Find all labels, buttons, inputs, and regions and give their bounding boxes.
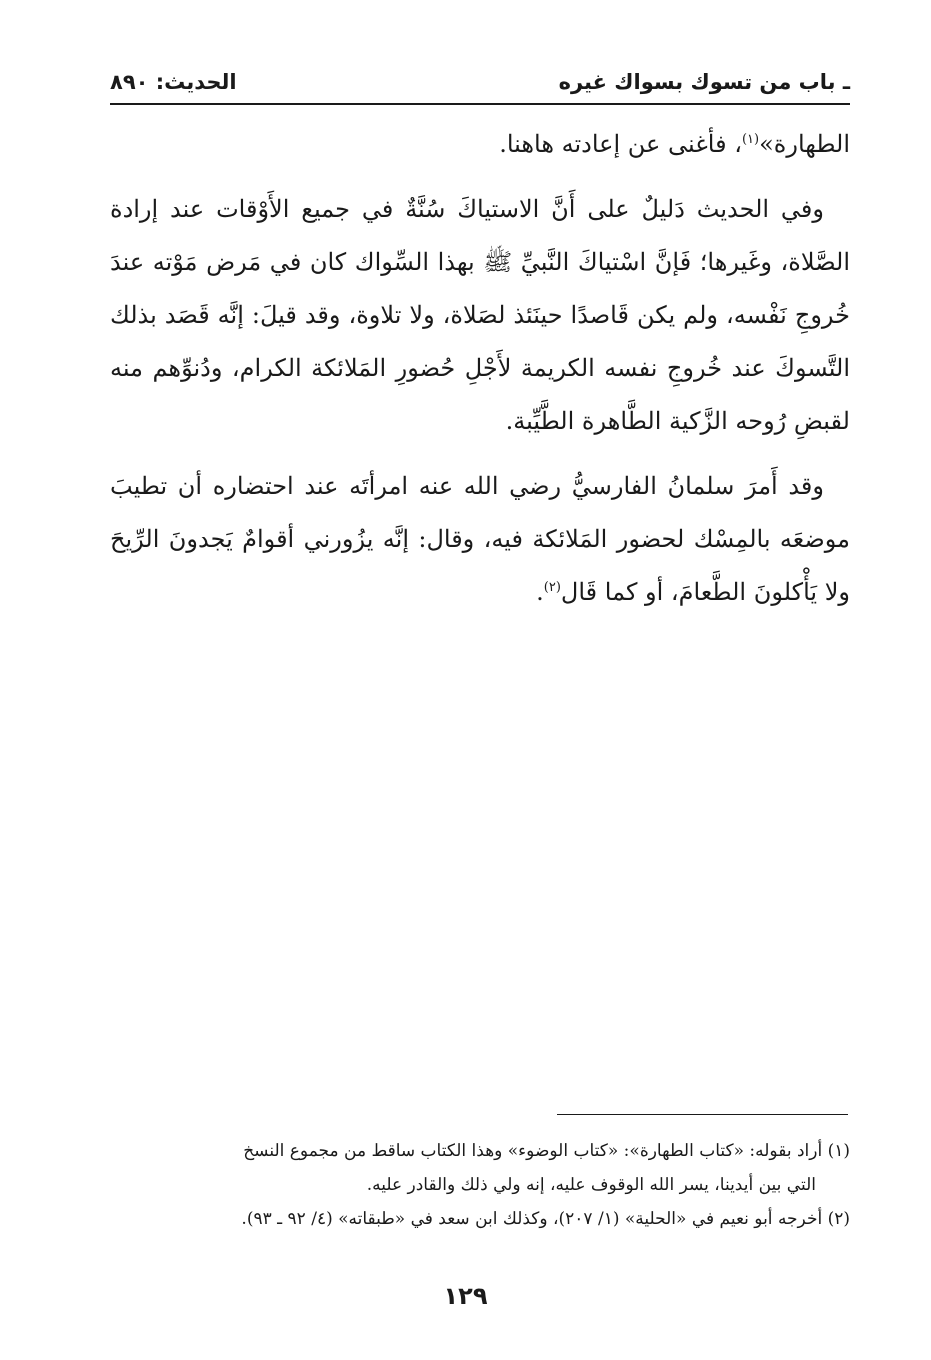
paragraph-text: الطهارة» — [759, 130, 850, 158]
hadith-number: الحديث: ٨٩٠ — [110, 70, 237, 94]
footnote-1: (١) أراد بقوله: «كتاب الطهارة»: «كتاب الوضوء» وهذا الكتاب ساقط من مجموع النسخ — [243, 1141, 850, 1161]
main-text — [110, 118, 850, 631]
chapter-title: ـ باب من تسوك بسواك غيره — [558, 70, 850, 94]
footnote-2: (٢) أخرجه أبو نعيم في «الحلية» (١/ ٢٠٧)، وكذلك ابن سعد في «طبقاته» (٤/ ٩٢ ـ ٩٣). — [241, 1209, 850, 1229]
running-header — [110, 62, 850, 102]
paragraph-text: وقد أَمرَ سلمانُ الفارسيُّ رضي الله عنه امرأتَه عند احتضاره أن تطيبَ موضعَه بالمِسْك لحضور المَلائكة فيه، وقال: إنَّه يزُورني أقوامٌ يَجدونَ الرِّيحَ ولا يَأْكلونَ الطَّعامَ، أو كما قَال — [110, 472, 850, 606]
paragraph-salman — [110, 460, 850, 619]
paragraph-siwak-evidence: وفي الحديث دَليلٌ على أَنَّ الاستياكَ سُنَّةٌ في جميع الأَوْقات عند إرادة الصَّلاة، وغَيرها؛ فَإنَّ اسْتياكَ النَّبيِّ ﷺ بهذا السِّواك كان في مَرض مَوْته عندَ خُروجِ نَفْسه، ولم يكن قَاصدًا حينَئذ لصَلاة، ولا تلاوة، وقد قيلَ: إنَّه قَصَد بذلك التَّسوكَ عند خُروجِ نفسه الكريمة لأَجْلِ حُضورِ المَلائكة الكرام، ودُنوِّهم منه لقبضِ رُوحه الزَّكية الطَّاهرة الطَّيِّبة. — [110, 195, 850, 435]
paragraph-continuation — [110, 118, 850, 171]
page-number: ١٢٩ — [443, 1282, 488, 1310]
footnote-ref-1[interactable]: (١) — [741, 132, 760, 147]
header-rule — [110, 103, 850, 105]
paragraph-text-tail: ، فأغنى عن إعادته هاهنا. — [499, 130, 742, 158]
paragraph-text-tail: . — [536, 578, 544, 606]
footnotes — [110, 1134, 850, 1236]
footnote-1-continuation: التي بين أيدينا، يسر الله الوقوف عليه، إنه ولي ذلك والقادر عليه. — [366, 1175, 816, 1195]
footnote-ref-2[interactable]: (٢) — [543, 580, 561, 595]
footnote-separator — [557, 1114, 848, 1115]
